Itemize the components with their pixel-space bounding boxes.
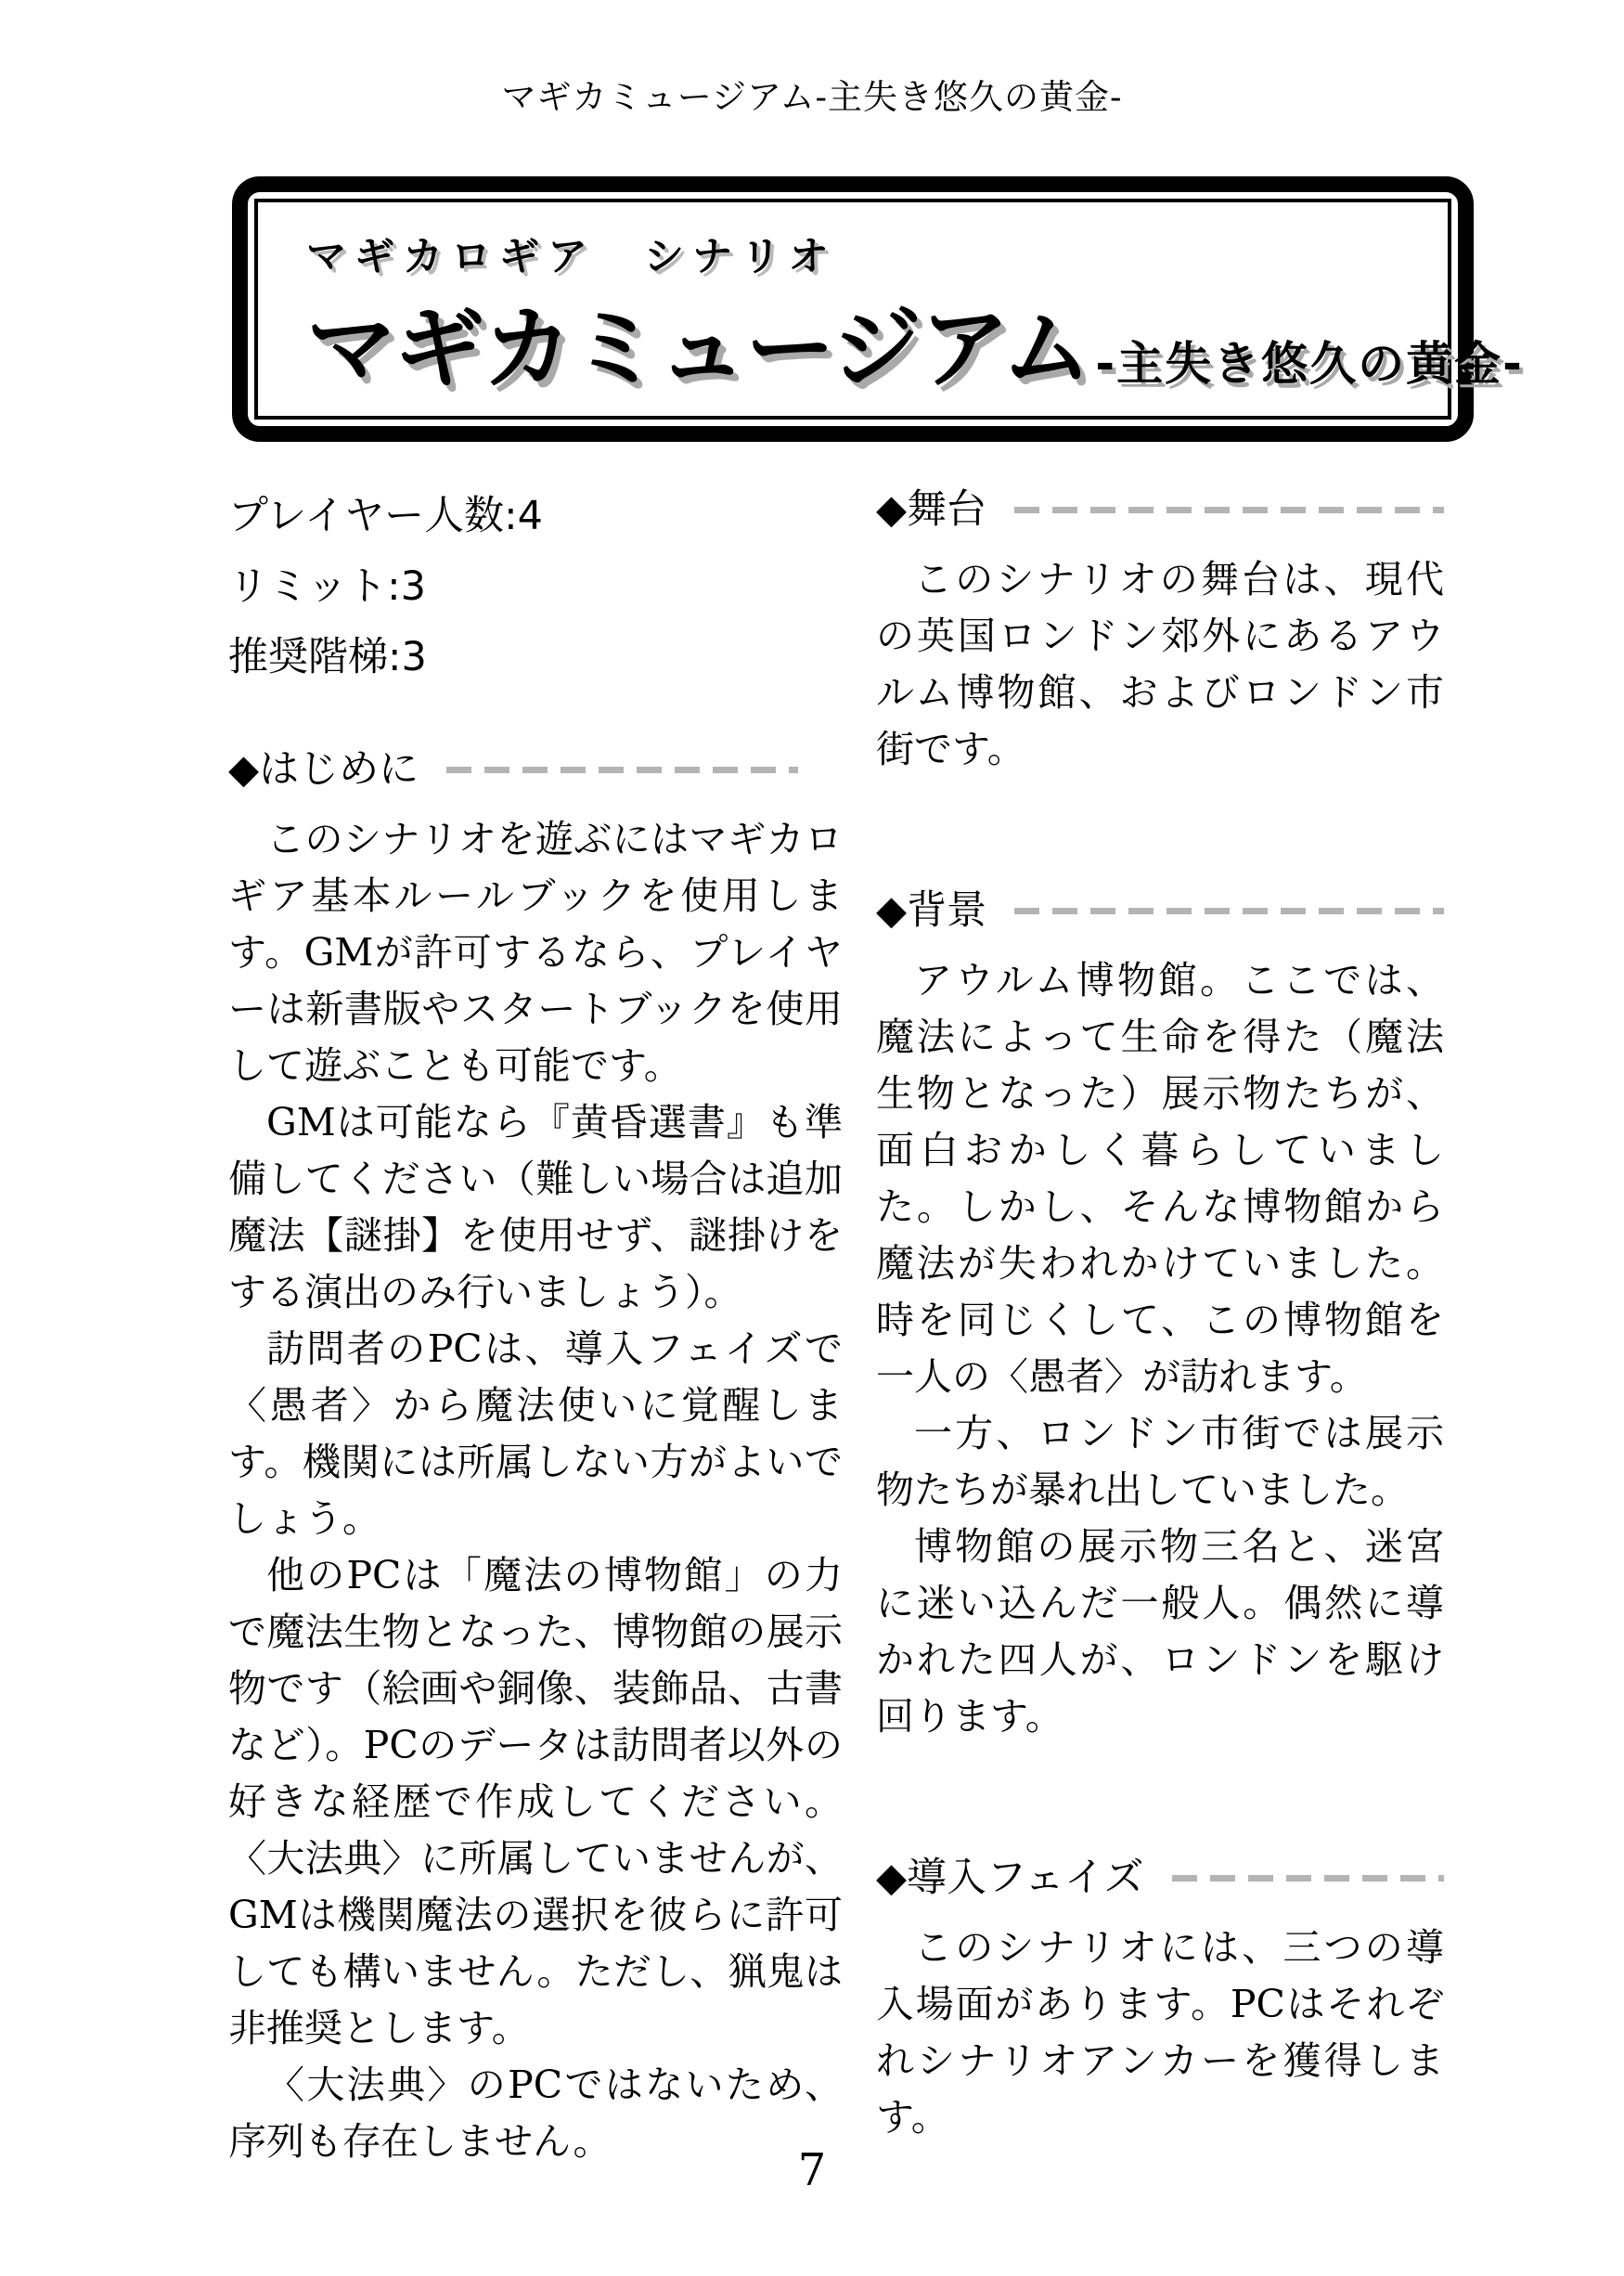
stage-heading-label: ◆舞台	[876, 486, 987, 533]
dash-line	[446, 767, 798, 773]
stats-block	[228, 481, 843, 692]
intro-heading-label: ◆はじめに	[228, 746, 419, 793]
scenario-title: マギカミュージアム	[306, 296, 1090, 401]
title-box	[232, 176, 1524, 442]
stat-players: プレイヤー人数:4	[228, 493, 543, 539]
background-section-heading	[876, 882, 1444, 939]
paragraph: 博物館の展示物三名と、迷宮に迷い込んだ一般人。偶然に導かれた四人が、ロンドンを駆け回ります。	[876, 1524, 1444, 1739]
paragraph: このシナリオには、三つの導入場面があります。PCはそれぞれシナリオアンカーを獲得します。	[876, 1925, 1444, 2140]
paragraph: 他のPCは「魔法の博物館」の力で魔法生物となった、博物館の展示物です（絵画や銅像、装飾品、古書など）。PCのデータは訪問者以外の好きな経歴で作成してください。〈大法典〉に所属していませんが、GMは機関魔法の選択を彼らに許可しても構いません。ただし、猟鬼は非推奨とします。	[228, 1553, 843, 2050]
page-number: 7	[797, 2144, 827, 2196]
paragraph: GMは可能なら『黄昏選書』も準備してください（難しい場合は追加魔法【謎掛】を使用せず、謎掛けをする演出のみ行いましょう）。	[228, 1100, 843, 1314]
scenario-subtitle: -主失き悠久の黄金-	[1095, 337, 1524, 391]
page-header: マギカミュージアム-主失き悠久の黄金-	[501, 77, 1123, 117]
scenario-kicker: マギカロギア シナリオ	[306, 234, 837, 280]
paragraph: このシナリオを遊ぶにはマギカロギア基本ルールブックを使用します。GMが許可するなら、プレイヤーは新書版やスタートブックを使用して遊ぶことも可能です。	[228, 817, 843, 1088]
paragraph: アウルム博物館。ここでは、魔法によって生命を得た（魔法生物となった）展示物たちが、面白おかしく暮らしていました。しかし、そんな博物館から魔法が失われかけていました。時を同じくして、この博物館を一人の〈愚者〉が訪れます。	[876, 958, 1444, 1399]
right-column	[876, 481, 1444, 2146]
dash-line	[1014, 507, 1444, 513]
left-column	[228, 481, 843, 2170]
intro-section-body	[228, 811, 843, 2170]
paragraph: このシナリオの舞台は、現代の英国ロンドン郊外にあるアウルム博物館、およびロンドン市街です。	[876, 557, 1444, 771]
paragraph: 一方、ロンドン市街では展示物たちが暴れ出していました。	[876, 1411, 1444, 1512]
paragraph: 〈大法典〉のPCではないため、序列も存在しません。	[228, 2063, 843, 2164]
stage-section-heading	[876, 481, 1444, 538]
background-section-body	[876, 952, 1444, 1745]
phase-section-heading	[876, 1849, 1444, 1907]
stat-limit: リミット:3	[228, 563, 426, 610]
dash-line	[1172, 1875, 1445, 1882]
title-box-inner	[254, 199, 1524, 420]
phase-heading-label: ◆導入フェイズ	[876, 1855, 1144, 1901]
background-heading-label: ◆背景	[876, 887, 987, 934]
dash-line	[1014, 908, 1444, 914]
phase-section-body	[876, 1920, 1444, 2146]
stat-grade: 推奨階梯:3	[228, 634, 427, 680]
scenario-title-row	[306, 296, 1524, 401]
paragraph: 訪問者のPCは、導入フェイズで〈愚者〉から魔法使いに覚醒します。機関には所属しない方がよいでしょう。	[228, 1326, 843, 1541]
intro-section-heading	[228, 741, 843, 798]
stage-section-body	[876, 551, 1444, 778]
